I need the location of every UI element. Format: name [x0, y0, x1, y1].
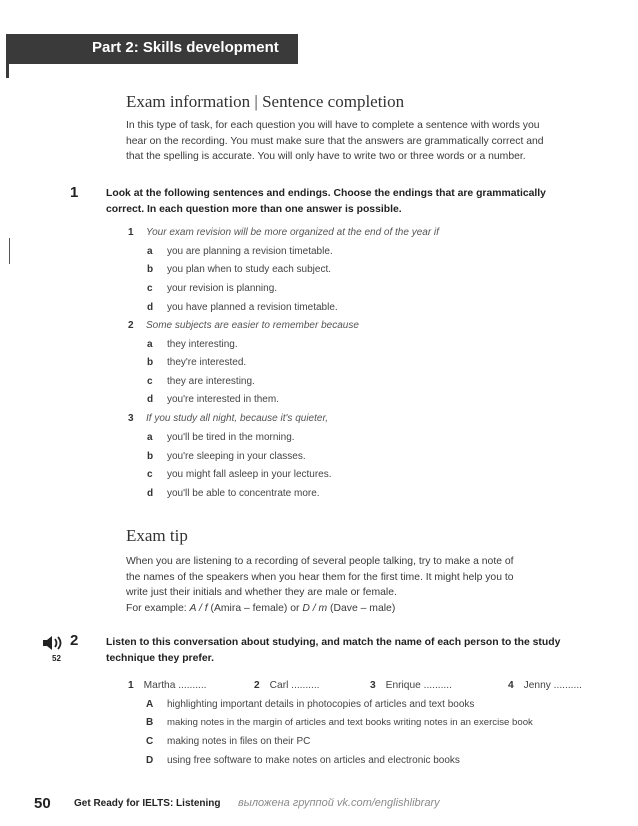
option-text: you might fall asleep in your lectures. — [167, 469, 332, 480]
name-item — [128, 680, 207, 691]
option-text: they're interested. — [167, 357, 247, 368]
option-letter: a — [147, 432, 153, 443]
name-item — [508, 680, 582, 691]
option-text: you'll be able to concentrate more. — [167, 488, 320, 499]
option-text: you'll be tired in the morning. — [167, 432, 295, 443]
option-text: you are planning a revision timetable. — [167, 246, 333, 257]
technique-letter: B — [146, 717, 154, 728]
name-number: 2 — [254, 680, 260, 691]
example-mid: (Amira – female) or — [207, 602, 303, 614]
instruction-line: Look at the following sentences and endings. Choose the endings that are grammatically — [106, 188, 546, 199]
instruction-line: Listen to this conversation about studying, and match the name of each person to the study — [106, 637, 561, 648]
technique-letter: A — [146, 699, 154, 710]
name-number: 4 — [508, 680, 514, 691]
option-text: they are interesting. — [167, 376, 255, 387]
technique-letter: D — [146, 755, 154, 766]
option-text: your revision is planning. — [167, 283, 278, 294]
instruction-line: correct. In each question more than one answer is possible. — [106, 203, 402, 215]
name-number: 3 — [370, 680, 376, 691]
question-stem: If you study all night, because it's quieter, — [146, 413, 329, 424]
option-text: they interesting. — [167, 339, 238, 350]
exam-info-line: In this type of task, for each question you will have to complete a sentence with words you — [126, 120, 540, 131]
exam-tip-body — [126, 554, 596, 616]
exercise-1-number: 1 — [70, 184, 79, 201]
technique-text: highlighting important details in photocopies of articles and text books — [167, 699, 475, 710]
margin-mark — [9, 238, 10, 264]
technique-letter: C — [146, 736, 154, 747]
technique-text: using free software to make notes on articles and electronic books — [167, 755, 460, 766]
option-text: you plan when to study each subject. — [167, 264, 331, 275]
exam-tip-example — [126, 601, 596, 617]
question-number: 1 — [128, 227, 134, 238]
example-initials-a: A / f — [189, 602, 208, 614]
exam-tip-line: the names of the speakers when you hear them for the first time. It might help you to — [126, 571, 514, 583]
option-letter: c — [147, 283, 153, 294]
name-text: Carl .......... — [269, 680, 320, 691]
exam-info-line: that the spelling is accurate. You will only have to write two or three words or a number. — [126, 151, 526, 163]
question-number: 3 — [128, 413, 134, 424]
exam-info-heading: Exam information | Sentence completion — [126, 92, 405, 111]
exam-tip-line: write just their initials and whether they are male or female. — [126, 587, 397, 599]
question-stem: Some subjects are easier to remember because — [146, 320, 359, 331]
option-letter: b — [147, 451, 154, 462]
name-number: 1 — [128, 680, 134, 691]
exam-tip-line: When you are listening to a recording of several people talking, try to make a note of — [126, 556, 514, 567]
example-initials-d: D / m — [302, 602, 328, 614]
example-prefix: For example: — [126, 602, 190, 614]
option-letter: c — [147, 376, 153, 387]
option-letter: a — [147, 339, 153, 350]
option-letter: b — [147, 264, 154, 275]
instruction-line: technique they prefer. — [106, 652, 214, 664]
option-letter: d — [147, 488, 154, 499]
exercise-2-instruction — [106, 635, 596, 666]
name-item — [370, 680, 452, 691]
book-title: Get Ready for IELTS: Listening — [74, 798, 221, 809]
technique-text: making notes in files on their PC — [167, 736, 311, 747]
exercise-2-number: 2 — [70, 632, 79, 649]
option-letter: d — [147, 394, 154, 405]
option-letter: b — [147, 357, 154, 368]
question-number: 2 — [128, 320, 134, 331]
banner-stem — [6, 60, 9, 78]
option-text: you're interested in them. — [167, 394, 279, 405]
name-text: Jenny .......... — [523, 680, 582, 691]
question-stem: Your exam revision will be more organized at the end of the year if — [146, 227, 439, 238]
option-text: you're sleeping in your classes. — [167, 451, 306, 462]
option-letter: d — [147, 302, 154, 313]
section-title: Part 2: Skills development — [92, 39, 279, 56]
example-end: (Dave – male) — [327, 602, 396, 614]
page-number: 50 — [34, 795, 51, 812]
technique-text: making notes in the margin of articles and text books writing notes in an exercise book — [167, 717, 533, 728]
option-letter: c — [147, 469, 153, 480]
exam-tip-heading: Exam tip — [126, 526, 188, 545]
audio-speaker-icon[interactable] — [42, 634, 68, 652]
name-item — [254, 680, 320, 691]
option-text: you have planned a revision timetable. — [167, 302, 338, 313]
exam-info-body — [126, 118, 596, 165]
exam-info-line: hear on the recording. You must make sure that the answers are grammatically correct and — [126, 135, 544, 147]
watermark-text: выложена группой vk.com/englishlibrary — [238, 797, 440, 809]
option-letter: a — [147, 246, 153, 257]
name-text: Enrique .......... — [385, 680, 452, 691]
exercise-1-instruction — [106, 186, 596, 217]
audio-track-number: 52 — [52, 654, 61, 663]
name-text: Martha .......... — [143, 680, 207, 691]
